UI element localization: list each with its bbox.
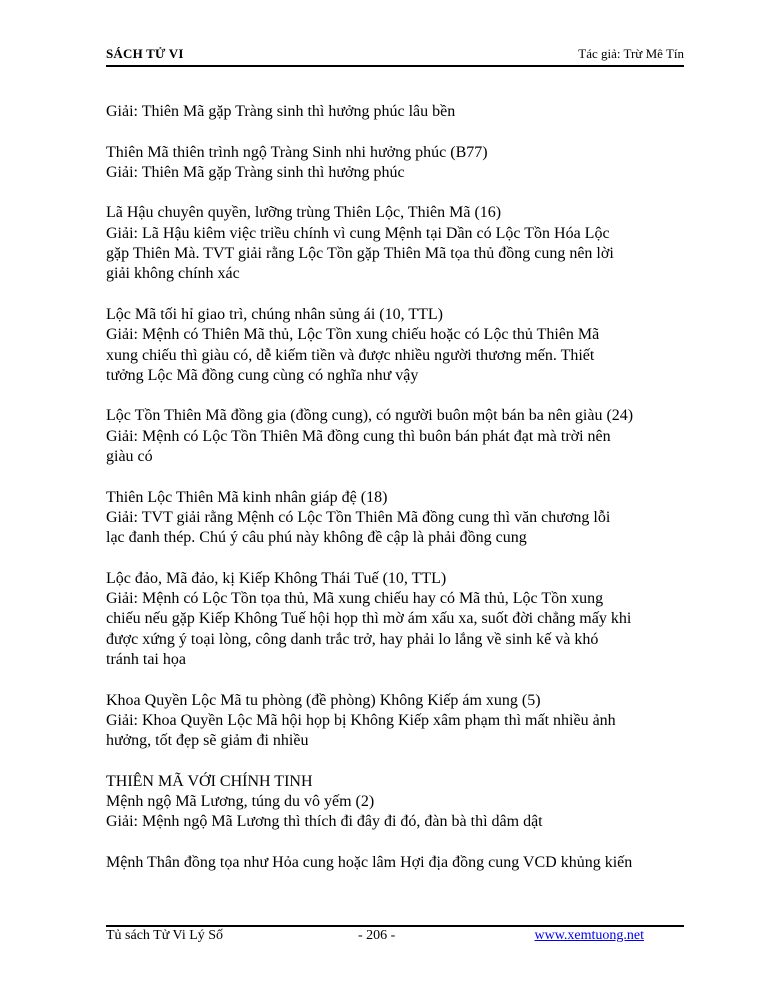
page-footer — [106, 928, 684, 948]
text-line: Giải: Mệnh ngộ Mã Lương thì thích đi đây đi đó, đàn bà thì dâm dật — [106, 813, 543, 831]
text-line: Giải: TVT giải rằng Mệnh có Lộc Tồn Thiên Mã đồng cung thì văn chương lỗi — [106, 508, 611, 526]
text-line: Mệnh ngộ Mã Lương, túng du vô yếm (2) — [106, 793, 375, 811]
text-line: THIÊN MÃ VỚI CHÍNH TINH — [106, 772, 313, 790]
paragraph — [106, 305, 688, 386]
page-header — [106, 46, 684, 66]
website-link[interactable]: www.xemtuong.net — [534, 928, 644, 943]
text-line: Lộc Mã tối hỉ giao trì, chúng nhân sủng ái (10, TTL) — [106, 305, 443, 323]
paragraph — [106, 406, 688, 467]
paragraph — [106, 102, 688, 122]
paragraph — [106, 772, 688, 833]
document-body — [106, 102, 688, 873]
series-name: Tủ sách Tử Vi Lý Số — [106, 928, 224, 943]
text-line: Lã Hậu chuyên quyền, lưỡng trùng Thiên Lộc, Thiên Mã (16) — [106, 204, 502, 222]
author-credit: Tác giả: Trừ Mê Tín — [578, 46, 684, 61]
text-line: Thiên Lộc Thiên Mã kinh nhân giáp đệ (18) — [106, 488, 388, 506]
text-line: gặp Thiên Mà. TVT giải rằng Lộc Tồn gặp Thiên Mã tọa thủ đồng cung nên lời — [106, 245, 614, 263]
paragraph — [106, 143, 688, 184]
text-line: Lộc đảo, Mã đảo, kị Kiếp Không Thái Tuế (10, TTL) — [106, 569, 447, 587]
text-line: Giải: Thiên Mã gặp Tràng sinh thì hưởng phúc — [106, 163, 405, 181]
header-divider — [106, 65, 684, 67]
paragraph — [106, 203, 688, 284]
text-line: Thiên Mã thiên trình ngộ Tràng Sinh nhi hưởng phúc (B77) — [106, 143, 488, 161]
page-number: - 206 - — [358, 928, 396, 943]
text-line: lạc đanh thép. Chú ý câu phú này không đề cập là phải đồng cung — [106, 529, 527, 547]
text-line: Mệnh Thân đồng tọa như Hỏa cung hoặc lâm Hợi địa đồng cung VCD khủng kiến — [106, 853, 633, 871]
text-line: hưởng, tốt đẹp sẽ giảm đi nhiều — [106, 732, 309, 750]
footer-divider — [106, 925, 684, 927]
paragraph — [106, 691, 688, 752]
text-line: Giải: Thiên Mã gặp Tràng sinh thì hưởng phúc lâu bền — [106, 103, 456, 120]
text-line: Khoa Quyền Lộc Mã tu phòng (đề phòng) Không Kiếp ám xung (5) — [106, 691, 541, 709]
text-line: Giải: Lã Hậu kiêm việc triều chính vì cung Mệnh tại Dần có Lộc Tồn Hóa Lộc — [106, 224, 610, 242]
text-line: Giải: Mệnh có Lộc Tồn tọa thủ, Mã xung chiếu hay có Mã thủ, Lộc Tồn xung — [106, 590, 604, 608]
text-line: tưởng Lộc Mã đồng cung cùng có nghĩa như vậy — [106, 366, 419, 384]
text-line: giàu có — [106, 448, 153, 466]
text-line: Giải: Mệnh có Thiên Mã thủ, Lộc Tồn xung chiếu hoặc có Lộc thủ Thiên Mã — [106, 326, 600, 344]
text-line: Giải: Mệnh có Lộc Tồn Thiên Mã đồng cung thì buôn bán phát đạt mà trời nên — [106, 427, 611, 445]
text-line: xung chiếu thì giàu có, dễ kiếm tiền và được nhiều người thương mến. Thiết — [106, 346, 595, 364]
paragraph — [106, 488, 688, 549]
text-line: Giải: Khoa Quyền Lộc Mã hội họp bị Không Kiếp xâm phạm thì mất nhiều ảnh — [106, 711, 616, 729]
text-line: chiếu nếu gặp Kiếp Không Tuế hội họp thì mờ ám xấu xa, suốt đời chẳng mấy khi — [106, 610, 632, 628]
paragraph — [106, 569, 688, 670]
text-line: Lộc Tồn Thiên Mã đồng gia (đồng cung), có người buôn một bán ba nên giàu (24) — [106, 407, 634, 425]
text-line: giải không chính xác — [106, 265, 240, 283]
text-line: được xứng ý toại lòng, công danh trắc trở, hay phải lo lắng về sinh kế và khó — [106, 630, 599, 648]
text-line: tránh tai họa — [106, 651, 186, 669]
book-title: SÁCH TỬ VI — [106, 46, 184, 61]
paragraph — [106, 853, 688, 873]
